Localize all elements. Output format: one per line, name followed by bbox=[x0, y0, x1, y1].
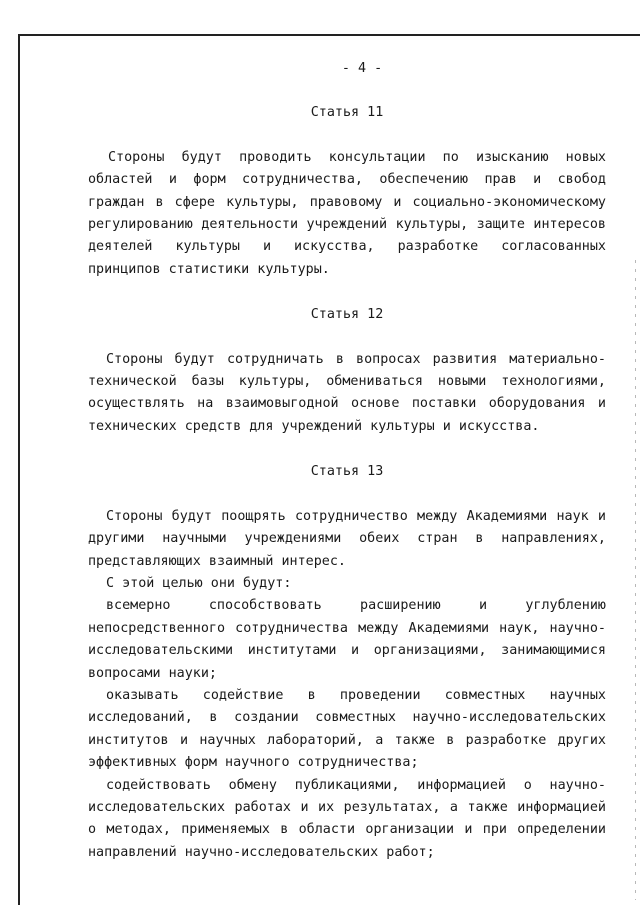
page-number: - 4 - bbox=[341, 61, 383, 76]
document-page bbox=[88, 58, 606, 864]
article-13-heading: Статья 13 bbox=[310, 464, 384, 480]
article-12-heading: Статья 12 bbox=[310, 307, 384, 323]
article-11-text: Стороны будут проводить консультации по изысканию новых областей и форм сотрудничества, обеспечению прав и свобод граждан в сфере культуры, правовому и социально-экономическому регулированию деятельности учреждений культуры, защите интересов деятелей культуры и искусства, разработке согласованных принципов статистики культуры. bbox=[88, 149, 606, 277]
article-13-paragraph-3: всемерно способствовать расширению и углублению непосредственного сотрудничества между Академиями наук, научно-исследовательскими институтами и организациями, занимающимися вопросами науки; bbox=[88, 598, 606, 681]
article-13-paragraph-2: С этой целью они будут: bbox=[106, 575, 292, 591]
page-frame-left-border bbox=[18, 34, 20, 905]
article-13-paragraph-4: оказывать содействие в проведении совместных научных исследований, в создании совместных научно-исследовательских институтов и научных лабораторий, а также в разработке других эффективных форм научного сотрудничества; bbox=[88, 687, 606, 771]
page-frame-top-border bbox=[18, 34, 640, 36]
scan-edge-artifact bbox=[635, 260, 636, 900]
article-13-paragraph-1: Стороны будут поощрять сотрудничество между Академиями наук и другими научными учреждениями обеих стран в направлениях, представляющих взаимный интерес. bbox=[88, 508, 606, 569]
article-11-heading: Статья 11 bbox=[310, 105, 384, 121]
article-12-text: Стороны будут сотрудничать в вопросах развития материально-технической базы культуры, обмениваться новыми технологиями, осуществлять на взаимовыгодной основе поставки оборудования и технических средств для учреждений культуры и искусства. bbox=[88, 351, 606, 434]
article-13-paragraph-5: содействовать обмену публикациями, информацией о научно-исследовательских работах и их результатах, а также информацией о методах, применяемых в области организации и при определении направлений научно-исследовательских работ; bbox=[88, 777, 606, 860]
